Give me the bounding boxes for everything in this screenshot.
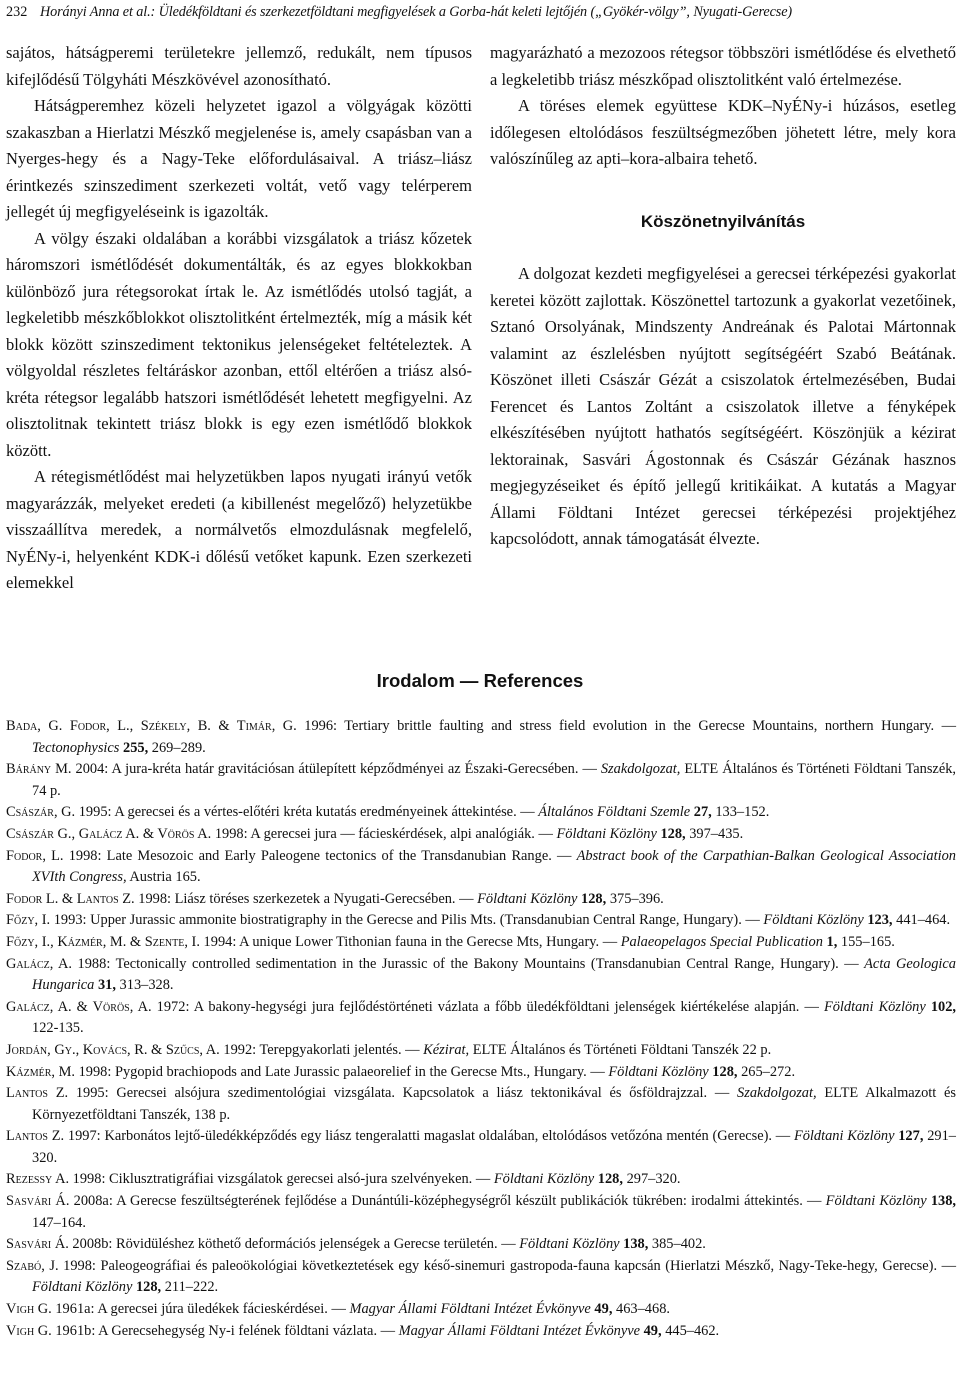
reference-authors: Lantos Z. [6, 1128, 65, 1145]
reference-item [6, 716, 956, 759]
reference-text: 1995: Gerecsei alsójura szedimentológiai vizsgálata. Kapcsolatok a liász tektonikával és ősföldrajzzal. — [68, 1085, 738, 1102]
reference-volume: 102, [925, 998, 957, 1015]
reference-pages: 397–435. [685, 825, 744, 842]
reference-journal: Általános Földtani Szemle [538, 804, 691, 821]
reference-text: 1961a: A gerecsei júra üledékek fácieskérdései. — [51, 1301, 350, 1318]
page-number: 232 [6, 3, 28, 20]
reference-journal: Acta Geologica Hungarica [32, 955, 956, 994]
reference-authors: Főzy, I., Kázmér, M. & Szente, I. [6, 933, 200, 950]
reference-volume: 49, [590, 1301, 613, 1318]
reference-volume: 128, [594, 1171, 623, 1188]
reference-text: 1997: Karbonátos lejtő-üledékképződés egy liász tengeralatti magaslat oldalában, eltolódásos vetőzóna mentén (Gerecse). — [64, 1128, 794, 1145]
running-header [6, 0, 956, 24]
reference-authors: Császár G., Galácz A. & Vörös A. [6, 825, 212, 842]
reference-text: 1998: Paleogeográfiai és paleoökológiai következtetések egy késő-sinemuri gastropoda-fauna kapcsán (Hierlatzi Mészkő, Nagy-Teke-hegy, Gerecse). — [58, 1257, 957, 1274]
reference-pages: ELTE Alkalmazott és Környezetföldtani Tanszék, 138 p. [32, 1085, 956, 1123]
reference-journal: Földtani Közlöny [608, 1063, 709, 1080]
right-column [490, 40, 956, 553]
reference-authors: Rezessy A. [6, 1171, 70, 1188]
paragraph: A töréses elemek együttese KDK–NyÉNy-i húzásos, esetleg időlegesen eltolódásos feszültségmezőben jöhetett létre, mely kora valószínűleg az apti–kora-albaira tehető. [490, 96, 956, 168]
reference-item [6, 1083, 956, 1126]
reference-volume: 127, [894, 1128, 924, 1145]
reference-authors: Jordán, Gy., Kovács, R. & Szűcs, A. [6, 1041, 220, 1058]
reference-text: 1972: A bakony-hegységi jura fejlődéstörténeti vázlata a főbb üledékföldtani jelenségek kiértékelése alapján. — [151, 998, 824, 1015]
reference-text: 1998: Pygopid brachiopods and Late Jurassic palaeorelief in the Gerecse Mts., Hungary. — [74, 1063, 609, 1080]
reference-text: 1992: Terepgyakorlati jelentés. — [219, 1041, 424, 1058]
reference-pages: 122-135. [32, 1020, 84, 1037]
reference-text: 2004: A jura-kréta határ gravitációsan átülepített képződményei az Északi-Gerecsében. — [71, 761, 601, 778]
reference-item [6, 1169, 956, 1191]
reference-volume: 128, [577, 890, 607, 907]
reference-volume: 49, [640, 1322, 662, 1339]
reference-item [6, 932, 956, 954]
reference-item [6, 1062, 956, 1084]
reference-pages: ELTE Általános és Történeti Földtani Tanszék, 74 p. [32, 761, 956, 799]
reference-journal: Szakdolgozat, [737, 1085, 817, 1102]
reference-authors: Fodor, L. [6, 847, 64, 864]
reference-text: 1998: Liász töréses szerkezetek a Nyugati-Gerecsében. — [134, 890, 478, 907]
acknowledgement-title: Köszönetnyilvánítás [640, 211, 806, 231]
reference-pages: 385–402. [648, 1236, 706, 1253]
reference-pages: 441–464. [892, 912, 951, 929]
reference-journal: Kézirat, [423, 1041, 470, 1058]
reference-authors: Sasvári Á. [6, 1193, 70, 1210]
reference-item [6, 846, 956, 889]
reference-pages: 147–164. [32, 1214, 86, 1231]
reference-item [6, 1321, 956, 1343]
references-title: Irodalom — References [376, 670, 584, 691]
reference-item [6, 1040, 956, 1062]
reference-authors: Kázmér, M. [6, 1063, 75, 1080]
reference-pages: 211–222. [161, 1279, 219, 1296]
paragraph: magyarázható a mezozoos rétegsor többszöri ismétlődése és elvethető a legkeletibb triász mészkőpad olisztolitként való értelmezése. [490, 43, 956, 89]
reference-authors: Galácz, A. & Vörös, A. [6, 998, 152, 1015]
reference-authors: Császár, G. [6, 804, 76, 821]
reference-journal: Földtani Közlöny [477, 890, 578, 907]
reference-item [6, 889, 956, 911]
reference-journal: Földtani Közlöny [793, 1128, 895, 1145]
reference-authors: Vigh G. [6, 1301, 52, 1318]
acknowledgement-text: A dolgozat kezdeti megfigyelései a gerecsei térképezési gyakorlat keretei között zajlottak. Köszönettel tartozunk a gyakorlat vezetőinek, Sztanó Orsolyának, Mindszenty Andreának és Palotai Mártonnak valamint az észlelésben nyújtott segítségéért Szabó Beátának. Köszönet illeti Császár Gézát a csiszolatok értelmezésében, Budai Ferencet és Lantos Zoltánt a csiszolatok illetve a fényképek elkészítésében nyújtott hathatós segítségéért. Köszönjük a kézirat lektorainak, Sasvári Ágostonnak és Császár Gézának hasznos megjegyzéseiket és építő jellegű kritikáikat. A kutatás a Magyar Állami Földtani Intézet gerecsei térképezési projektjéhez kapcsolódott, annak támogatását élvezte. [490, 264, 956, 548]
reference-pages: Austria 165. [126, 869, 201, 886]
paragraph: A völgy északi oldalában a korábbi vizsgálatok a triász kőzetek háromszori ismétlődését dokumentálták, és az egyes blokkokban különböző jura rétegsorokat írtak le. Az ismétlődés utolsó tagját, a legkeletibb mészkőblokkot olisztolitként értelmezték, míg a másik két blokk között szinszediment tektonikus jelenségeket feltételeztek. A völgyoldal részletes feltáráskor azonban, ettől eltérően a triász alsó-kréta rétegsor legalább hatszori ismétlődését lehetett megfigyelni. Az olisztolitnak tekintett triász blokk is egy ezen ismétlődő blokkok között. [6, 228, 472, 460]
reference-pages: 133–152. [711, 804, 770, 821]
reference-text: 1988: Tectonically controlled sedimentation in the Jurassic of the Bakony Mountains (Transdanubian Central Range, Hungary). — [72, 955, 865, 972]
reference-volume: 255, [119, 739, 149, 756]
reference-item [6, 1256, 956, 1299]
reference-text: 1998: Late Mesozoic and Early Paleogene tectonics of the Transdanubian Range. — [63, 847, 577, 864]
reference-item [6, 1126, 956, 1169]
reference-pages: 155–165. [837, 933, 895, 950]
reference-item [6, 954, 956, 997]
reference-item [6, 910, 956, 932]
reference-pages: 313–328. [115, 977, 174, 994]
reference-pages: 297–320. [622, 1171, 681, 1188]
reference-journal: Szakdolgozat, [600, 761, 681, 778]
references-list [6, 716, 956, 1342]
reference-journal: Földtani Közlöny [32, 1279, 133, 1296]
reference-text: 1994: A unique Lower Tithonian fauna in the Gerecse Mts, Hungary. — [199, 933, 621, 950]
reference-volume: 138, [926, 1193, 956, 1210]
reference-volume: 128, [132, 1279, 162, 1296]
paragraph: sajátos, hátságperemi területekre jellemző, redukált, nem típusos kifejlődésű Tölgyháti Mészkövével azonosítható. [6, 43, 472, 89]
reference-journal: Palaeopelagos Special Publication [620, 933, 823, 950]
reference-authors: Fodor L. & Lantos Z. [6, 890, 135, 907]
reference-text: 1993: Upper Jurassic ammonite biostratigraphy in the Gerecse and Pilis Mts. (Transdanubian Central Range, Hungary). — [50, 912, 764, 929]
reference-volume: 128, [656, 825, 686, 842]
reference-journal: Magyar Állami Földtani Intézet Évkönyve [398, 1322, 640, 1339]
reference-pages: 463–468. [612, 1301, 670, 1318]
reference-pages: ELTE Általános és Történeti Földtani Tanszék 22 p. [469, 1041, 772, 1058]
reference-pages: 375–396. [606, 890, 664, 907]
reference-text: 1998: A gerecsei jura — fácieskérdések, alpi analógiák. — [211, 825, 557, 842]
reference-pages: 269–289. [148, 739, 206, 756]
reference-authors: Lantos Z. [6, 1085, 69, 1102]
left-column [6, 40, 472, 597]
reference-text: 2008b: Rövidüléshez köthető deformációs jelenségek a Gerecse területén. — [68, 1236, 520, 1253]
reference-text: 1995: A gerecsei és a vértes-előtéri kréta kutatás eredményeinek áttekintése. — [75, 804, 539, 821]
reference-journal: Tectonophysics [32, 739, 120, 756]
reference-volume: 128, [708, 1063, 738, 1080]
reference-authors: Bárány M. [6, 761, 72, 778]
reference-item [6, 802, 956, 824]
reference-text: 2008a: A Gerecse feszültségterének fejlődése a Dunántúli-középhegységről készült publikációk tükrében: irodalmi áttekintés. — [69, 1193, 826, 1210]
reference-journal: Földtani Közlöny [519, 1236, 620, 1253]
reference-journal: Magyar Állami Földtani Intézet Évkönyve [349, 1301, 591, 1318]
running-title: Horányi Anna et al.: Üledékföldtani és szerkezetföldtani megfigyelések a Gorba-hát keleti lejtőjén („Gyökér-völgy”, Nyugati-Gerecse) [40, 3, 793, 20]
reference-journal: Földtani Közlöny [556, 825, 657, 842]
reference-authors: Szabó, J. [6, 1257, 59, 1274]
reference-volume: 27, [690, 804, 712, 821]
reference-authors: Sasvári Á. [6, 1236, 69, 1253]
reference-journal: Földtani Közlöny [825, 1193, 927, 1210]
reference-pages: 291–320. [32, 1128, 956, 1166]
reference-journal: Földtani Közlöny [823, 998, 926, 1015]
reference-journal: Földtani Közlöny [763, 912, 864, 929]
reference-volume: 138, [619, 1236, 649, 1253]
reference-item [6, 1299, 956, 1321]
reference-item [6, 1191, 956, 1234]
paragraph: Hátságperemhez közeli helyzetet igazol a völgyágak közötti szakaszban a Hierlatzi Mészkő megjelenése is, amely csapásban van a Nyerges-hegy és a Nagy-Teke előfordulásaival. A triász–liász érintkezés szinszediment szerkezeti voltát, vető vagy telérperem jellegét új megfigyeléseink is igazolták. [6, 96, 472, 221]
reference-text: 1998: Ciklusztratigráfiai vizsgálatok gerecsei alsó-jura szelvényeken. — [69, 1171, 494, 1188]
reference-item [6, 759, 956, 802]
reference-journal: Abstract book of the Carpathian-Balkan Geological Association XVIth Congress, [32, 847, 956, 886]
reference-text: 1996: Tertiary brittle faulting and stress field evolution in the Gerecse Mountains, northern Hungary. — [296, 718, 956, 734]
reference-pages: 445–462. [661, 1322, 720, 1339]
reference-authors: Főzy, I. [6, 912, 51, 929]
reference-authors: Galácz, A. [6, 955, 73, 972]
reference-authors: Vigh G. [6, 1322, 52, 1339]
reference-pages: 265–272. [737, 1063, 796, 1080]
paragraph: A rétegismétlődést mai helyzetükben lapos nyugati irányú vetők magyarázzák, melyeket eredeti (a kibillenést megelőző) helyzetükbe visszaállítva meredek, a normálvetős elmozdulásnak megfelelő, NyÉNy-i, helyenként KDK-i dőlésű vetőket kapunk. Ezen szerkezeti elemekkel [6, 467, 472, 592]
reference-volume: 123, [863, 912, 893, 929]
reference-volume: 31, [94, 977, 116, 994]
reference-volume: 1, [822, 933, 838, 950]
reference-item [6, 824, 956, 846]
reference-authors: Bada, G. Fodor, L., Székely, B. & Timár, G. [6, 718, 297, 734]
reference-text: 1961b: A Gerecsehegység Ny-i felének földtani vázlata. — [51, 1322, 399, 1339]
reference-item [6, 997, 956, 1040]
reference-journal: Földtani Közlöny [493, 1171, 595, 1188]
reference-item [6, 1234, 956, 1256]
